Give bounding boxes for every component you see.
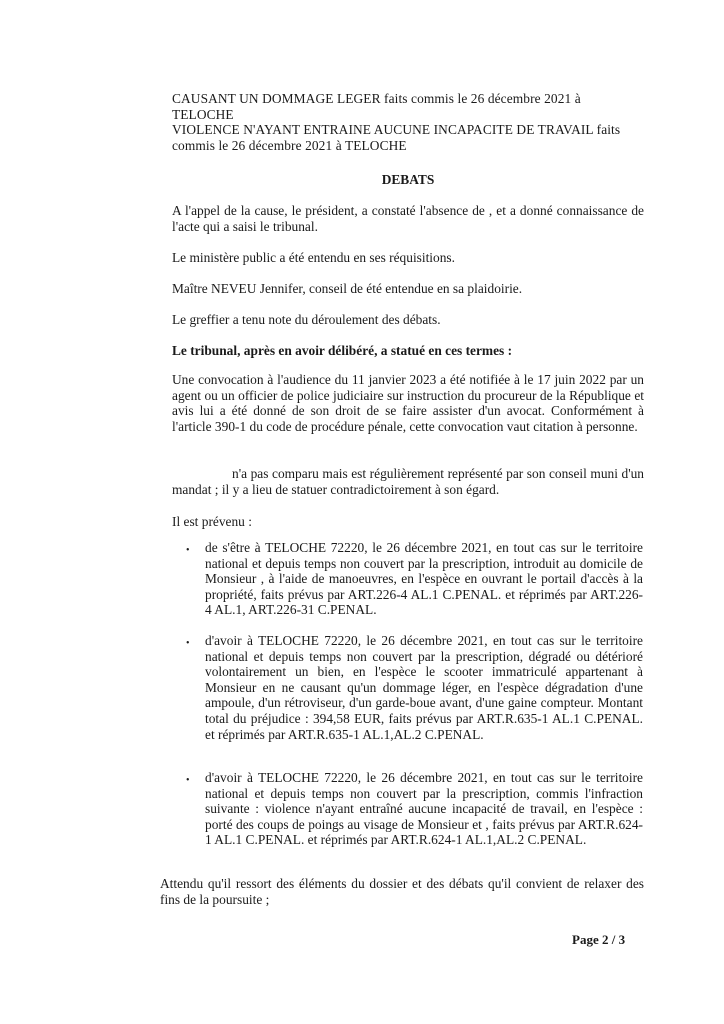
debats-paragraph-2: Le ministère public a été entendu en ses réquisitions.: [172, 250, 455, 265]
bullet-1: •: [186, 545, 190, 556]
tribunal-heading: Le tribunal, après en avoir délibéré, a statué en ces termes :: [172, 343, 513, 358]
charge-2: d'avoir à TELOCHE 72220, le 26 décembre 2021, en tout cas sur le territoire national et depuis temps non couvert par la prescription, dégradé ou détérioré volontairement un bien, en l'espèce le scooter immatriculé appartenant à Monsieur en ne causant qu'un dommage léger, en l'espèce dégradation d'une ampoule, d'un rétroviseur, d'un garde-boue avant, d'une gaine compteur. Montant total du préjudice : 394,58 EUR, faits prévus par ART.R.635-1 AL.1 C.PENAL. et réprimés par ART.R.635-1 AL.1,AL.2 C.PENAL.: [205, 633, 643, 742]
bullet-2: •: [186, 638, 190, 649]
representation-paragraph: n'a pas comparu mais est régulièrement représenté par son conseil muni d'un mandat ; il y a lieu de statuer contradictoirement à son égard.: [172, 466, 644, 497]
debats-paragraph-1: A l'appel de la cause, le président, a constaté l'absence de , et a donné connaissance de l'acte qui a saisi le tribunal.: [172, 203, 644, 234]
offense-line-1: CAUSANT UN DOMMAGE LEGER faits commis le 26 décembre 2021 à TELOCHE: [172, 91, 581, 122]
prevenu-label: Il est prévenu :: [172, 514, 252, 529]
offense-line-2: VIOLENCE N'AYANT ENTRAINE AUCUNE INCAPACITE DE TRAVAIL faits commis le 26 décembre 2021 à TELOCHE: [172, 122, 621, 153]
page-number: Page 2 / 3: [572, 932, 626, 947]
debats-paragraph-4: Le greffier a tenu note du déroulement des débats.: [172, 312, 441, 327]
charge-1: de s'être à TELOCHE 72220, le 26 décembre 2021, en tout cas sur le territoire national et depuis temps non couvert par la prescription, introduit au domicile de Monsieur , à l'aide de manoeuvres, en l'espèce en ouvrant le portail d'accès à la propriété, faits prévus par ART.226-4 AL.1 C.PENAL. et réprimés par ART.226-4 AL.1, ART.226-31 C.PENAL.: [205, 540, 643, 618]
charge-3: d'avoir à TELOCHE 72220, le 26 décembre 2021, en tout cas sur le territoire national et depuis temps non couvert par la prescription, commis l'infraction suivante : violence n'ayant entraîné aucune incapacité de travail, en l'espèce : porté des coups de poings au visage de Monsieur et , faits prévus par ART.R.624-1 AL.1 C.PENAL. et réprimés par ART.R.624-1 AL.1,AL.2 C.PENAL.: [205, 770, 643, 848]
debats-paragraph-3: Maître NEVEU Jennifer, conseil de été entendue en sa plaidoirie.: [172, 281, 523, 296]
bullet-3: •: [186, 775, 190, 786]
conclusion-paragraph: Attendu qu'il ressort des éléments du dossier et des débats qu'il convient de relaxer des fins de la poursuite ;: [160, 876, 644, 907]
convocation-paragraph: Une convocation à l'audience du 11 janvier 2023 a été notifiée à le 17 juin 2022 par un agent ou un officier de police judiciaire sur instruction du procureur de la République et avis lui a été donné de son droit de se faire assister d'un avocat. Conformément à l'article 390-1 du code de procédure pénale, cette convocation vaut citation à personne.: [172, 372, 644, 434]
section-title-debats: DEBATS: [381, 172, 435, 187]
